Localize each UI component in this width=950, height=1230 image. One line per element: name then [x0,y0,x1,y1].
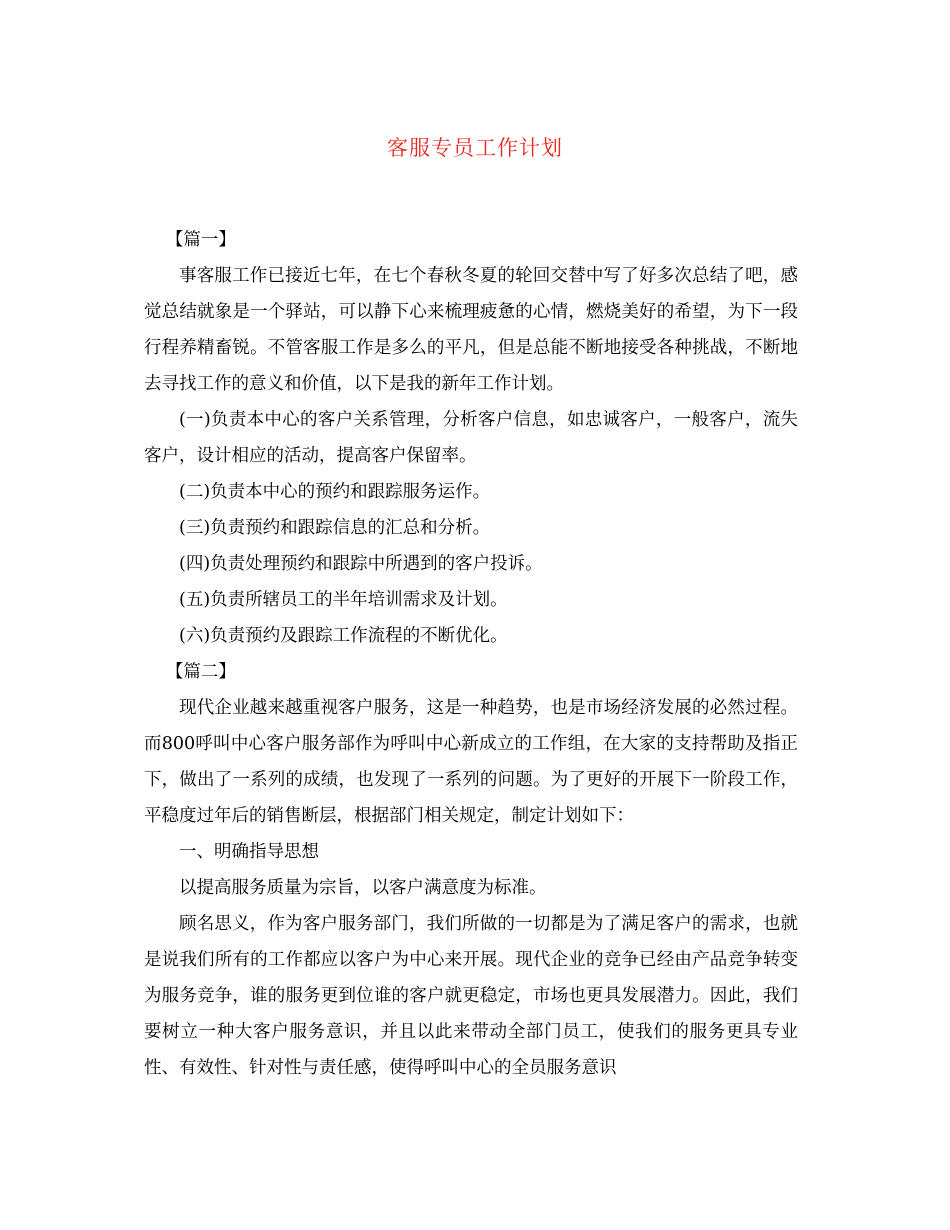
paragraph: 顾名思义，作为客户服务部门，我们所做的一切都是为了满足客户的需求，也就是说我们所有的工作都应以客户为中心来开展。现代企业的竞争已经由产品竞争转变为服务竞争，谁的服务更到位谁的客户就更稳定，市场也更具发展潜力。因此，我们要树立一种大客户服务意识，并且以此来带动全部门员工，使我们的服务更具专业性、有效性、针对性与责任感，使得呼叫中心的全员服务意识 [144,914,798,1078]
paragraph: (四)负责处理预约和跟踪中所遇到的客户投诉。 [179,554,543,574]
paragraph: 事客服工作已接近七年，在七个春秋冬夏的轮回交替中写了好多次总结了吧，感觉总结就象是一个驿站，可以静下心来梳理疲惫的心情，燃烧美好的希望，为下一段行程养精畜锐。不管客服工作是多么的平凡，但是总能不断地接受各种挑战，不断地去寻找工作的意义和价值，以下是我的新年工作计划。 [144,266,798,394]
paragraph: (二)负责本中心的预约和跟踪服务运作。 [179,482,491,502]
paragraph: 一、明确指导思想 [179,842,319,862]
section-heading-1: 【篇一】 [165,230,236,250]
paragraph: (六)负责预约及跟踪工作流程的不断优化。 [179,626,508,646]
document-title: 客服专员工作计划 [387,136,563,160]
paragraph: (一)负责本中心的客户关系管理，分析客户信息，如忠诚客户，一般客户，流失客户，设计相应的活动，提高客户保留率。 [144,410,798,466]
paragraph: 以提高服务质量为宗旨，以客户满意度为标准。 [179,878,547,898]
document-body [144,222,798,1086]
paragraph: 现代企业越来越重视客户服务，这是一种趋势，也是市场经济发展的必然过程。而800呼叫中心客户服务部作为呼叫中心新成立的工作组，在大家的支持帮助及指正下，做出了一系列的成绩，也发现了一系列的问题。为了更好的开展下一阶段工作，平稳度过年后的销售断层，根据部门相关规定，制定计划如下： [144,698,798,826]
section-heading-2: 【篇二】 [165,662,236,682]
paragraph: (三)负责预约和跟踪信息的汇总和分析。 [179,518,491,538]
paragraph: (五)负责所辖员工的半年培训需求及计划。 [179,590,508,610]
